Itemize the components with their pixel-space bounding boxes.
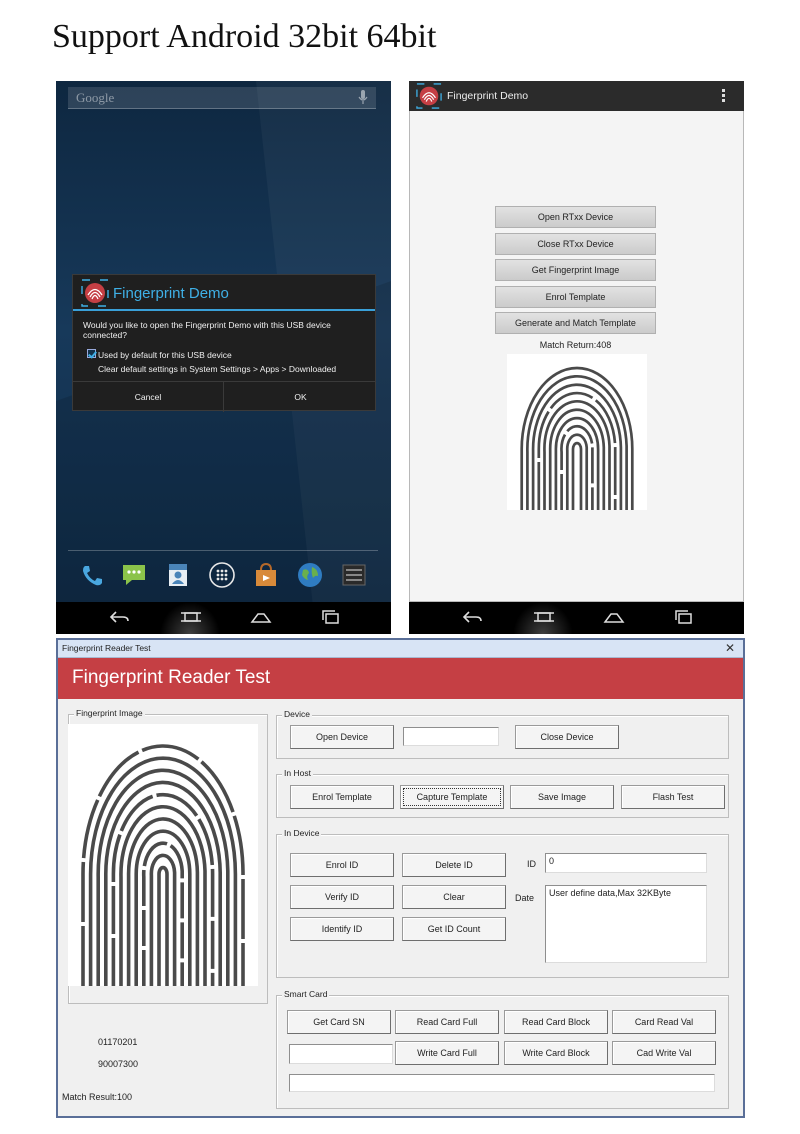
android-home-screenshot (56, 81, 391, 634)
card-write-val-button[interactable]: Cad Write Val (612, 1041, 716, 1065)
app-title: Fingerprint Demo (447, 90, 529, 102)
fingerprint-ridge (567, 435, 586, 510)
identify-id-button[interactable]: Identify ID (290, 917, 394, 941)
home-icon[interactable] (250, 609, 272, 630)
app-drawer-icon[interactable] (208, 561, 236, 589)
in-host-group-label: In Host (284, 768, 311, 778)
home-icon[interactable] (603, 609, 625, 630)
use-by-default-checkbox[interactable] (87, 349, 96, 358)
smart-card-group-label: Smart Card (284, 989, 328, 999)
generate-and-match-template-button[interactable]: Generate and Match Template (495, 312, 656, 334)
clear-defaults-hint: Clear default settings in System Settings > Apps > Downloaded (98, 364, 337, 374)
browser-icon[interactable] (296, 561, 324, 589)
window-banner (58, 658, 743, 699)
fingerprint-image (507, 354, 647, 510)
device-status-field[interactable] (403, 727, 499, 746)
android-nav-bar (56, 602, 391, 634)
write-card-full-button[interactable]: Write Card Full (395, 1041, 499, 1065)
enrol-template-button[interactable]: Enrol Template (495, 286, 656, 308)
read-card-full-button[interactable]: Read Card Full (395, 1010, 499, 1034)
window-titlebar (58, 640, 743, 658)
get-card-sn-button[interactable]: Get Card SN (287, 1010, 391, 1034)
window-title: Fingerprint Reader Test (62, 643, 151, 653)
fingerprint-logo-icon (81, 279, 109, 312)
camera-icon[interactable] (340, 561, 368, 589)
store-icon[interactable] (252, 561, 280, 589)
fingerprint-ridge (106, 782, 220, 986)
card-read-val-button[interactable]: Card Read Val (612, 1010, 716, 1034)
serial-number-2: 90007300 (98, 1059, 139, 1069)
fingerprint-ridge (550, 410, 604, 510)
close-device-button[interactable]: Close Device (515, 725, 619, 749)
read-card-block-button[interactable]: Read Card Block (504, 1010, 608, 1034)
write-card-block-button[interactable]: Write Card Block (504, 1041, 608, 1065)
smart-card-group (276, 989, 729, 1109)
fingerprint-ridge (121, 807, 205, 986)
host-enrol-template-button[interactable]: Enrol Template (290, 785, 394, 809)
in-device-group-label: In Device (284, 828, 320, 838)
verify-id-button[interactable]: Verify ID (290, 885, 394, 909)
phone-icon[interactable] (78, 561, 106, 589)
get-id-count-button[interactable]: Get ID Count (402, 917, 506, 941)
banner-title: Fingerprint Reader Test (72, 667, 271, 688)
overflow-menu-icon[interactable] (722, 89, 725, 103)
page-heading: Support Android 32bit 64bit (52, 18, 437, 55)
search-placeholder: Google (76, 90, 115, 105)
open-rtxx-device-button[interactable]: Open RTxx Device (495, 206, 656, 228)
close-rtxx-device-button[interactable]: Close RTxx Device (495, 233, 656, 255)
fingerprint-ridge (159, 868, 167, 986)
date-field[interactable]: User define data,Max 32KByte (545, 885, 707, 963)
recent-apps-icon[interactable] (673, 609, 695, 630)
app-action-bar (409, 81, 744, 111)
dialog-message: Would you like to open the Fingerprint Demo with this USB device connected? (83, 320, 331, 340)
match-return-text: Match Return:408 (539, 340, 612, 350)
open-device-button[interactable]: Open Device (290, 725, 394, 749)
card-sn-field[interactable] (289, 1044, 393, 1064)
fingerprint-ridge (151, 855, 174, 986)
close-icon[interactable]: ✕ (724, 641, 735, 655)
clear-button[interactable]: Clear (402, 885, 506, 909)
device-group-label: Device (284, 709, 310, 719)
screenshot-icon[interactable] (533, 609, 555, 630)
fingerprint-image (68, 724, 258, 986)
fingerprint-ridge (573, 443, 581, 510)
match-result-text: Match Result:100 (62, 1092, 133, 1102)
card-output-field[interactable] (289, 1074, 715, 1092)
home-dock (56, 561, 391, 597)
id-field[interactable]: 0 (545, 853, 707, 873)
fingerprint-ridge (533, 385, 621, 510)
checkbox-label: Used by default for this USB device (98, 350, 232, 360)
fingerprint-ridge (144, 843, 182, 986)
back-icon[interactable] (108, 609, 130, 630)
messaging-icon[interactable] (120, 561, 148, 589)
flash-test-button[interactable]: Flash Test (621, 785, 725, 809)
microphone-icon[interactable] (358, 90, 368, 110)
delete-id-button[interactable]: Delete ID (402, 853, 506, 877)
android-nav-bar (409, 602, 744, 634)
fingerprint-demo-app-screenshot (409, 81, 744, 634)
device-group (276, 709, 729, 759)
back-icon[interactable] (461, 609, 483, 630)
fingerprint-ridge (98, 770, 228, 986)
save-image-button[interactable]: Save Image (510, 785, 614, 809)
fingerprint-image-label: Fingerprint Image (76, 708, 143, 718)
dialog-title: Fingerprint Demo (113, 285, 229, 302)
usb-permission-dialog (72, 274, 376, 411)
google-search-bar[interactable] (68, 87, 376, 109)
serial-number-1: 01170201 (98, 1037, 138, 1047)
screenshot-icon[interactable] (180, 609, 202, 630)
fingerprint-reader-test-window (56, 638, 745, 1118)
contacts-icon[interactable] (164, 561, 192, 589)
enrol-id-button[interactable]: Enrol ID (290, 853, 394, 877)
id-label: ID (527, 859, 536, 869)
dock-divider (68, 550, 378, 551)
recent-apps-icon[interactable] (320, 609, 342, 630)
cancel-button[interactable]: Cancel (73, 382, 224, 412)
dialog-header (73, 275, 375, 311)
capture-template-button[interactable]: Capture Template (400, 785, 504, 809)
in-device-group (276, 828, 729, 978)
in-host-group (276, 768, 729, 818)
get-fingerprint-image-button[interactable]: Get Fingerprint Image (495, 259, 656, 281)
fingerprint-logo-icon (416, 83, 442, 114)
dialog-button-row (73, 381, 375, 412)
ok-button[interactable]: OK (294, 392, 307, 402)
date-label: Date (515, 893, 535, 903)
